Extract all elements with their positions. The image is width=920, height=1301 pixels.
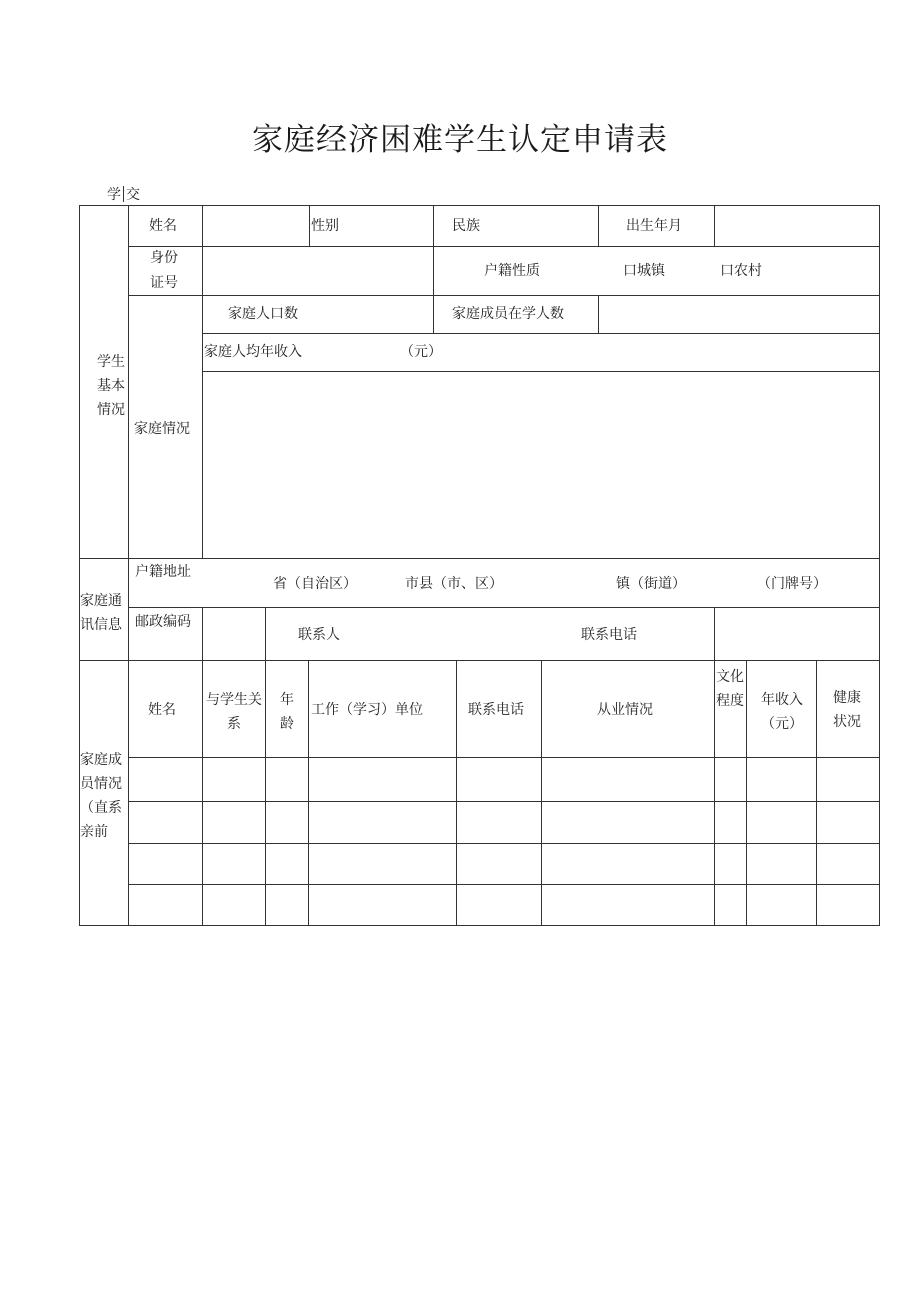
header-phone: 联系电话 [468, 702, 524, 718]
label-members-in-school: 家庭成员在学人数 [452, 306, 564, 322]
label-household-type: 户籍性质 [484, 263, 540, 279]
label-income-unit: （元） [400, 344, 442, 360]
label-per-capita-income: 家庭人均年收入 [204, 344, 302, 360]
label-birth-date: 出生年月 [626, 218, 682, 234]
school-label-char-1: 学 [107, 187, 121, 203]
option-town[interactable]: 口城镇 [623, 263, 665, 279]
label-registered-address: 户籍地址 [135, 564, 191, 580]
section-student-basic: 学生基本情况 [97, 354, 125, 418]
header-occupation: 从业情况 [597, 702, 653, 718]
section-family-members: 家庭成员情况（直系亲前 [80, 752, 122, 840]
label-name: 姓名 [149, 218, 177, 234]
header-health: 健康状况 [833, 690, 861, 730]
label-postcode: 邮政编码 [135, 614, 191, 630]
school-label [107, 184, 140, 204]
label-house-number: （门牌号） [757, 576, 827, 592]
section-family-contact: 家庭通讯信息 [80, 593, 122, 633]
school-label-char-2: 交 [126, 187, 140, 203]
label-ethnicity: 民族 [452, 218, 480, 234]
label-town-street: 镇（街道） [616, 576, 686, 592]
label-contact-phone: 联系电话 [581, 627, 637, 643]
header-age: 年龄 [280, 692, 294, 732]
label-id-number-line-1: 身份 [150, 250, 178, 266]
header-education: 文化程度 [716, 669, 744, 709]
header-work-unit: 工作（学习）单位 [311, 702, 423, 718]
header-annual-income: 年收入（元） [761, 692, 803, 732]
label-family-population: 家庭人口数 [228, 306, 298, 322]
form-title: 家庭经济困难学生认定申请表 [252, 122, 668, 158]
label-city-county: 市县（市、区） [405, 576, 503, 592]
header-relation: 与学生关系 [206, 692, 262, 732]
label-id-number-line-2: 证号 [150, 275, 178, 291]
label-province: 省（自治区） [273, 576, 357, 592]
header-member-name: 姓名 [148, 702, 176, 718]
label-contact-person: 联系人 [298, 627, 340, 643]
option-rural[interactable]: 口农村 [720, 263, 762, 279]
label-family-situation: 家庭情况 [134, 421, 190, 437]
label-gender: 性别 [311, 218, 339, 234]
school-label-divider [123, 186, 124, 202]
